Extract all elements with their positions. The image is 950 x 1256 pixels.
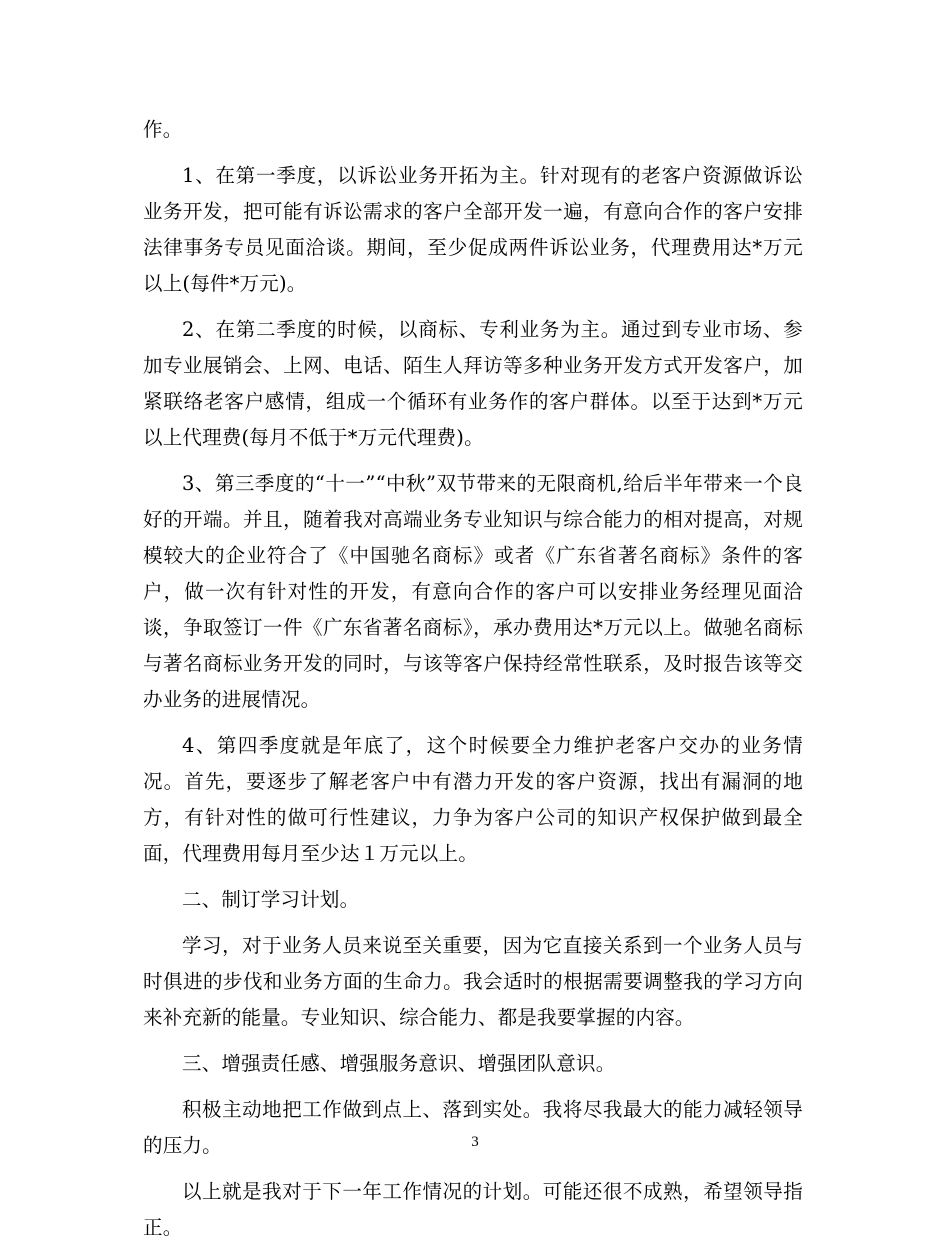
paragraph-q3-plan: 3、第三季度的“十一”“中秋”双节带来的无限商机,给后半年带来一个良好的开端。并且，随着我对高端业务专业知识与综合能力的相对提高，对规模较大的企业符合了《中国驰名商标》或者《广东省著名商标》条件的客户，做一次有针对性的开发，有意向合作的客户可以安排业务经理见面洽谈，争取签订一件《广东省著名商标》，承办费用达*万元以上。做驰名商标与著名商标业务开发的同时，与该等客户保持经常性联系，及时报告该等交办业务的进展情况。: [143, 472, 803, 711]
paragraph-conclusion: 以上就是我对于下一年工作情况的计划。可能还很不成熟，希望领导指正。: [143, 1180, 803, 1239]
section-heading-study-plan: 二、制订学习计划。: [182, 888, 360, 911]
paragraph-continuation: 作。: [143, 118, 183, 141]
paragraph-q4-plan: 4、第四季度就是年底了，这个时候要全力维护老客户交办的业务情况。首先，要逐步了解老客户中有潜力开发的客户资源，找出有漏洞的地方，有针对性的做可行性建议，力争为客户公司的知识产权保护做到最全面，代理费用每月至少达１万元以上。: [143, 734, 803, 865]
document-body: [143, 112, 803, 1256]
section-heading-responsibility: 三、增强责任感、增强服务意识、增强团队意识。: [182, 1052, 616, 1075]
paragraph-q2-plan: 2、在第二季度的时候，以商标、专利业务为主。通过到专业市场、参加专业展销会、上网、电话、陌生人拜访等多种业务开发方式开发客户，加紧联络老客户感情，组成一个循环有业务作的客户群体。以至于达到*万元以上代理费(每月不低于*万元代理费)。: [143, 318, 803, 449]
paragraph-study-plan: 学习，对于业务人员来说至关重要，因为它直接关系到一个业务人员与时俱进的步伐和业务方面的生命力。我会适时的根据需要调整我的学习方向来补充新的能量。专业知识、综合能力、都是我要掌握的内容。: [143, 934, 803, 1029]
page-number: 3: [471, 1134, 479, 1150]
paragraph-q1-plan: 1、在第一季度，以诉讼业务开拓为主。针对现有的老客户资源做诉讼业务开发，把可能有诉讼需求的客户全部开发一遍，有意向合作的客户安排法律事务专员见面洽谈。期间，至少促成两件诉讼业务，代理费用达*万元以上(每件*万元)。: [143, 164, 803, 295]
paragraph-responsibility: 积极主动地把工作做到点上、落到实处。我将尽我最大的能力减轻领导的压力。: [143, 1098, 803, 1157]
